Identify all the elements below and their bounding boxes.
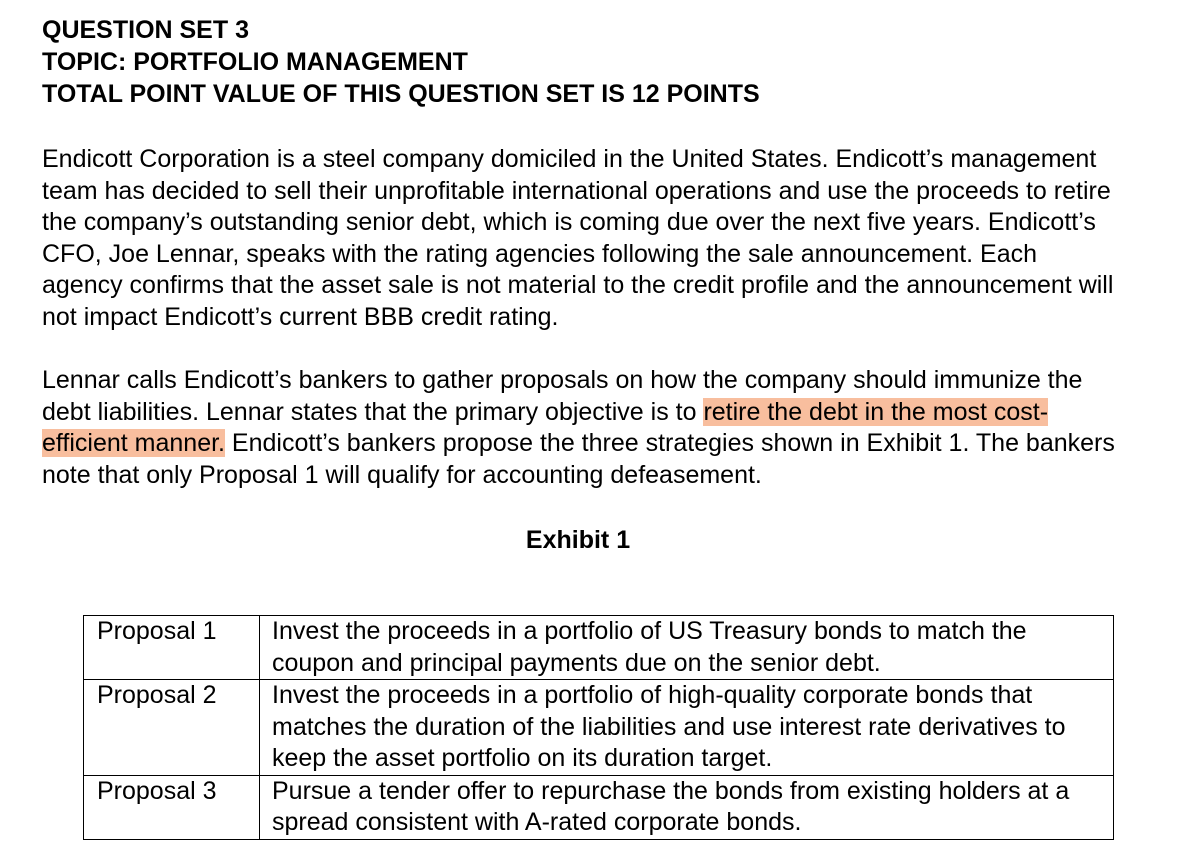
proposal-description: Invest the proceeds in a portfolio of high-quality corporate bonds that matches the duration of the liabilities and use interest rate derivatives to keep the asset portfolio on its duration target. — [260, 680, 1114, 776]
proposal-label: Proposal 1 — [84, 616, 260, 680]
exhibit-title: Exhibit 1 — [525, 526, 631, 554]
proposal-label: Proposal 3 — [84, 775, 260, 839]
exhibit-table — [83, 615, 1114, 840]
point-value-heading: TOTAL POINT VALUE OF THIS QUESTION SET IS 12 POINTS — [42, 80, 760, 108]
question-set-heading: QUESTION SET 3 — [42, 16, 249, 44]
document-page — [42, 14, 1142, 555]
topic-heading: TOPIC: PORTFOLIO MANAGEMENT — [42, 48, 468, 76]
case-paragraph-2 — [42, 365, 1122, 491]
table-row — [84, 680, 1114, 776]
proposal-label: Proposal 2 — [84, 680, 260, 776]
table-row — [84, 775, 1114, 839]
table-row — [84, 616, 1114, 680]
proposal-description: Invest the proceeds in a portfolio of US Treasury bonds to match the coupon and principal payments due on the senior debt. — [260, 616, 1114, 680]
proposal-description: Pursue a tender offer to repurchase the bonds from existing holders at a spread consistent with A-rated corporate bonds. — [260, 775, 1114, 839]
paragraph-2-text-after: Endicott’s bankers propose the three strategies shown in Exhibit 1. The bankers note that only Proposal 1 will qualify for accounting defeasement. — [42, 429, 1115, 489]
highlighted-objective: retire the debt in the most cost-efficient manner. — [42, 397, 1049, 457]
paragraph-2-text-before: Lennar calls Endicott’s bankers to gather proposals on how the company should immunize the debt liabilities. Lennar states that the primary objective is to — [42, 366, 1083, 426]
case-paragraph-1: Endicott Corporation is a steel company domiciled in the United States. Endicott’s management team has decided to sell their unprofitable international operations and use the proceeds to retire the company’s outstanding senior debt, which is coming due over the next five years. Endicott’s CFO, Joe Lennar, speaks with the rating agencies following the sale announcement. Each agency confirms that the asset sale is not material to the credit profile and the announcement will not impact Endicott’s current BBB credit rating. — [42, 145, 1114, 331]
